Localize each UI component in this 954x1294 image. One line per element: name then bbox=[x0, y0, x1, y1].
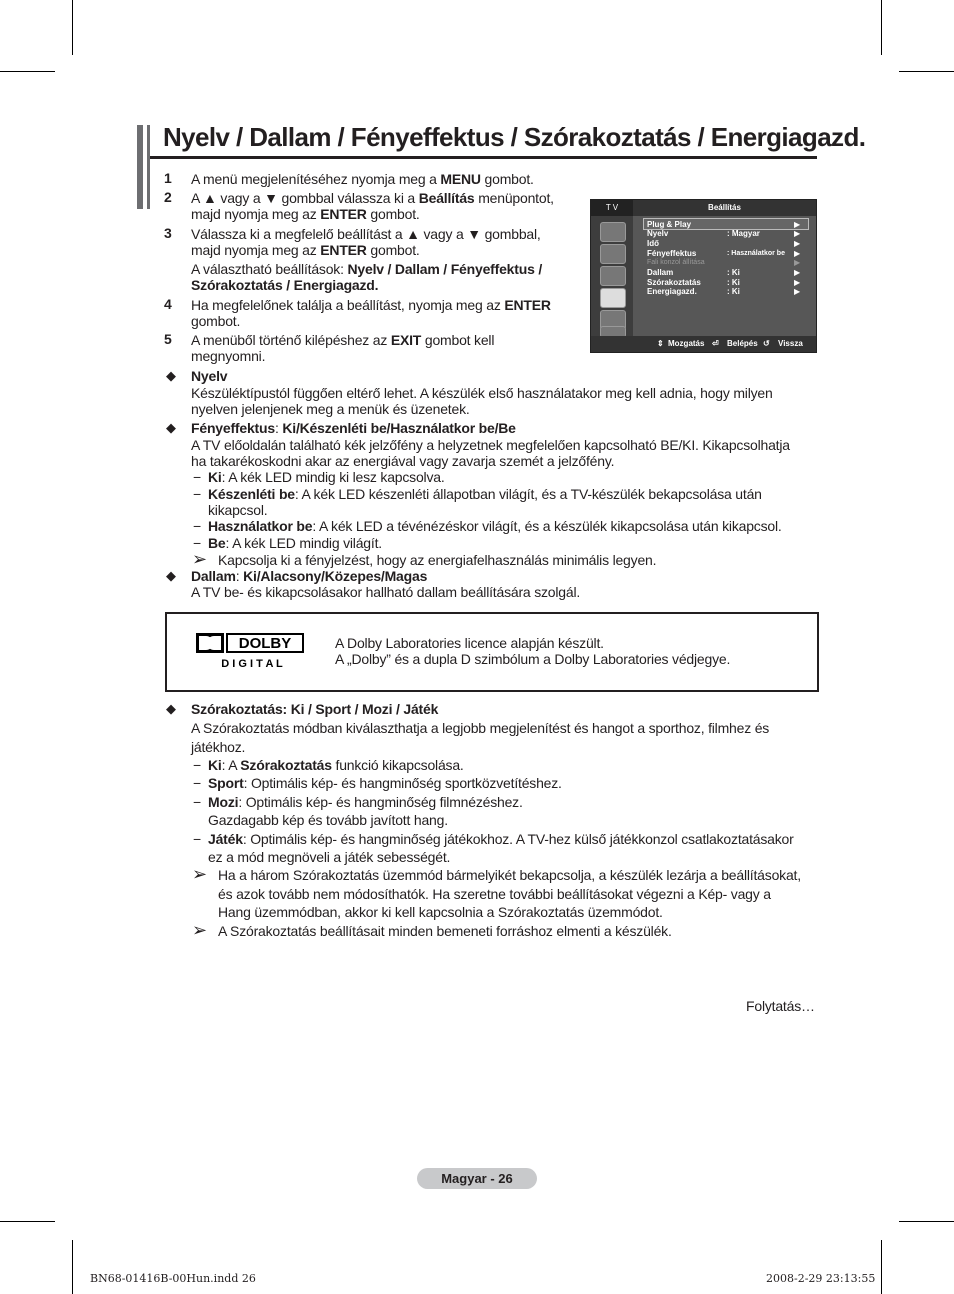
tv-menu-item: Fali konzol állítása bbox=[647, 259, 705, 266]
channel-icon bbox=[600, 266, 626, 286]
crop-mark bbox=[881, 1240, 882, 1294]
settings-gear-icon bbox=[600, 288, 626, 308]
arrow-right-icon: ▶ bbox=[794, 278, 801, 287]
crop-mark bbox=[0, 71, 55, 72]
step-3-options: Szórakoztatás / Energiagazd. bbox=[191, 277, 379, 293]
tv-menu-value: : Ki bbox=[727, 278, 740, 287]
paragraph: nyelven jelenjenek meg a menük és üzenetek. bbox=[191, 401, 470, 417]
dolby-logo-sub: D I G I T A L bbox=[221, 658, 283, 670]
note-arrow-icon: ➢ bbox=[192, 920, 208, 940]
title-underline bbox=[150, 156, 817, 159]
updown-icon: ⇕ bbox=[657, 339, 664, 348]
title-accent-bar bbox=[147, 125, 150, 209]
option-item: Ki: A Szórakoztatás funkció kikapcsolása. bbox=[208, 757, 464, 773]
step-3-options: A választható beállítások: Nyelv / Dallam / Fényeffektus / bbox=[191, 261, 543, 277]
note-text: és azok tovább nem módosíthatók. Ha szeretne további beállításokat végezni a Kép- vagy a bbox=[218, 886, 771, 902]
note-text: A Szórakoztatás beállításait minden bemeneti forráshoz elmenti a készülék. bbox=[218, 923, 672, 939]
arrow-right-icon: ▶ bbox=[794, 220, 801, 229]
section-heading: Nyelv bbox=[191, 368, 228, 384]
option-item: Sport: Optimális kép- és hangminőség sportközvetítéshez. bbox=[208, 775, 562, 791]
dash-marker: − bbox=[193, 831, 202, 847]
tv-menu-item: Szórakoztatás bbox=[647, 278, 701, 287]
print-slug-left: BN68-01416B-00Hun.indd 26 bbox=[90, 1272, 256, 1285]
note-text: Hang üzemmódban, akkor ki kell kapcsolnia a Szórakoztatás üzemmódot. bbox=[218, 904, 663, 920]
step-3-text: Válassza ki a megfelelő beállítást a ▲ vagy a ▼ gombbal, bbox=[191, 226, 541, 242]
arrow-right-icon: ▶ bbox=[794, 258, 801, 267]
tv-menu-header bbox=[591, 200, 816, 216]
crop-mark bbox=[899, 71, 954, 72]
tv-menu-title: Beállítás bbox=[708, 203, 741, 212]
option-item: Gazdagabb kép és tovább javított hang. bbox=[208, 812, 448, 828]
diamond-bullet-icon: ◆ bbox=[166, 701, 176, 716]
option-item: kikapcsol. bbox=[208, 502, 268, 518]
tv-menu-sidebar bbox=[591, 216, 633, 336]
print-slug-right: 2008-2-29 23:13:55 bbox=[766, 1272, 876, 1285]
dash-marker: − bbox=[193, 794, 202, 810]
tv-menu-value: : Ki bbox=[727, 287, 740, 296]
sound-icon bbox=[600, 244, 626, 264]
dash-marker: − bbox=[193, 535, 202, 551]
tv-menu-value: : Magyar bbox=[727, 229, 760, 238]
dash-marker: − bbox=[193, 757, 202, 773]
tv-menu-item: Fényeffektus bbox=[647, 249, 697, 258]
crop-mark bbox=[72, 0, 73, 55]
step-1-text: A menü megjelenítéséhez nyomja meg a MENU gombot. bbox=[191, 171, 534, 187]
tv-menu-item: Energiagazd. bbox=[647, 287, 697, 296]
step-number: 2 bbox=[164, 189, 172, 205]
option-item: Készenléti be: A kék LED készenléti állapotban világít, és a TV-készülék bekapcsolása után bbox=[208, 486, 762, 502]
paragraph: játékhoz. bbox=[191, 739, 246, 755]
paragraph: A Szórakoztatás módban kiválaszthatja a legjobb megjelenítést és hangot a sporthoz, filmhez és bbox=[191, 720, 770, 736]
arrow-right-icon: ▶ bbox=[794, 249, 801, 258]
dash-marker: − bbox=[193, 486, 202, 502]
dash-marker: − bbox=[193, 518, 202, 534]
paragraph: ha takarékoskodni akar az energiával vagy zavarja szemét a jelzőfény. bbox=[191, 453, 615, 469]
tv-menu-value: : Használatkor be bbox=[727, 250, 785, 257]
tv-menu-value: : Ki bbox=[727, 268, 740, 277]
return-icon: ↺ bbox=[763, 339, 770, 348]
step-3-text: majd nyomja meg az ENTER gombot. bbox=[191, 242, 420, 258]
step-5-text: A menüből történő kilépéshez az EXIT gombot kell bbox=[191, 332, 495, 348]
crop-mark bbox=[881, 0, 882, 55]
dolby-logo-word: DOLBY bbox=[238, 635, 292, 652]
dolby-digital-logo bbox=[196, 633, 308, 671]
crop-mark bbox=[0, 1221, 55, 1222]
step-number: 5 bbox=[164, 331, 172, 347]
note-arrow-icon: ➢ bbox=[192, 864, 208, 884]
step-4-text: Ha megfelelőnek találja a beállítást, nyomja meg az ENTER bbox=[191, 297, 551, 313]
tv-footer-enter: Belépés bbox=[727, 339, 758, 348]
arrow-right-icon: ▶ bbox=[794, 287, 801, 296]
tv-footer-move: Mozgatás bbox=[668, 339, 705, 348]
section-heading: Dallam: Ki/Alacsony/Közepes/Magas bbox=[191, 568, 428, 584]
tv-menu-screenshot bbox=[590, 199, 817, 353]
picture-icon bbox=[600, 222, 626, 242]
section-heading: Szórakoztatás: Ki / Sport / Mozi / Játék bbox=[191, 701, 439, 717]
enter-icon: ⏎ bbox=[712, 339, 719, 348]
dolby-text: A „Dolby” és a dupla D szimbólum a Dolby Laboratories védjegye. bbox=[335, 651, 731, 667]
diamond-bullet-icon: ◆ bbox=[166, 420, 176, 435]
tv-menu-tab: T V bbox=[591, 200, 633, 216]
tv-menu-footer bbox=[591, 336, 816, 352]
crop-mark bbox=[72, 1240, 73, 1294]
tv-menu-item: Dallam bbox=[647, 268, 674, 277]
note-text: Ha a három Szórakoztatás üzemmód bármelyikét bekapcsolja, a készülék lezárja a beállításokat, bbox=[218, 867, 801, 883]
step-number: 4 bbox=[164, 296, 172, 312]
diamond-bullet-icon: ◆ bbox=[166, 368, 176, 383]
step-5-text: megnyomni. bbox=[191, 348, 266, 364]
step-4-text: gombot. bbox=[191, 313, 241, 329]
arrow-right-icon: ▶ bbox=[794, 268, 801, 277]
option-item: ez a mód megnöveli a játék sebességét. bbox=[208, 849, 451, 865]
paragraph: Készüléktípustól függően eltérő lehet. A készülék első használatakor meg kell adnia, hogy milyen bbox=[191, 385, 773, 401]
step-2-text: A ▲ vagy a ▼ gombbal válassza ki a Beállítás menüpontot, bbox=[191, 190, 554, 206]
tv-menu-item: Idő bbox=[647, 239, 659, 248]
continue-label: Folytatás… bbox=[746, 998, 815, 1014]
option-item: Be: A kék LED mindig világít. bbox=[208, 535, 382, 551]
diamond-bullet-icon: ◆ bbox=[166, 568, 176, 583]
arrow-right-icon: ▶ bbox=[794, 229, 801, 238]
page-title: Nyelv / Dallam / Fényeffektus / Szórakoztatás / Energiagazd. bbox=[163, 122, 866, 152]
arrow-right-icon: ▶ bbox=[794, 239, 801, 248]
dash-marker: − bbox=[193, 469, 202, 485]
tv-menu-item: Plug & Play bbox=[647, 220, 692, 229]
option-item: Mozi: Optimális kép- és hangminőség filmnézéshez. bbox=[208, 794, 523, 810]
step-number: 3 bbox=[164, 225, 172, 241]
option-item: Játék: Optimális kép- és hangminőség játékokhoz. A TV-hez külső játékkonzol csatlakoztatásakor bbox=[208, 831, 794, 847]
crop-mark bbox=[899, 1221, 954, 1222]
step-number: 1 bbox=[164, 170, 172, 186]
step-2-text: majd nyomja meg az ENTER gombot. bbox=[191, 206, 420, 222]
tv-menu-item: Nyelv bbox=[647, 229, 669, 238]
note-text: Kapcsolja ki a fényjelzést, hogy az energiafelhasználás minimális legyen. bbox=[218, 552, 657, 568]
dolby-text: A Dolby Laboratories licence alapján készült. bbox=[335, 635, 604, 651]
dash-marker: − bbox=[193, 775, 202, 791]
paragraph: A TV be- és kikapcsolásakor hallható dallam beállítására szolgál. bbox=[191, 584, 581, 600]
title-accent-bar bbox=[137, 125, 143, 209]
option-item: Ki: A kék LED mindig ki lesz kapcsolva. bbox=[208, 469, 445, 485]
paragraph: A TV előoldalán található kék jelzőfény a helyzetnek megfelelően kapcsolható BE/KI. Kikapcsolhatja bbox=[191, 437, 790, 453]
section-heading: Fényeffektus: Ki/Készenléti be/Használatkor be/Be bbox=[191, 420, 516, 436]
option-item: Használatkor be: A kék LED a tévénézéskor világít, és a készülék kikapcsolása után kikapcsol. bbox=[208, 518, 782, 534]
page-number-badge: Magyar - 26 bbox=[417, 1168, 537, 1189]
tv-footer-back: Vissza bbox=[778, 339, 803, 348]
note-arrow-icon: ➢ bbox=[192, 549, 208, 569]
